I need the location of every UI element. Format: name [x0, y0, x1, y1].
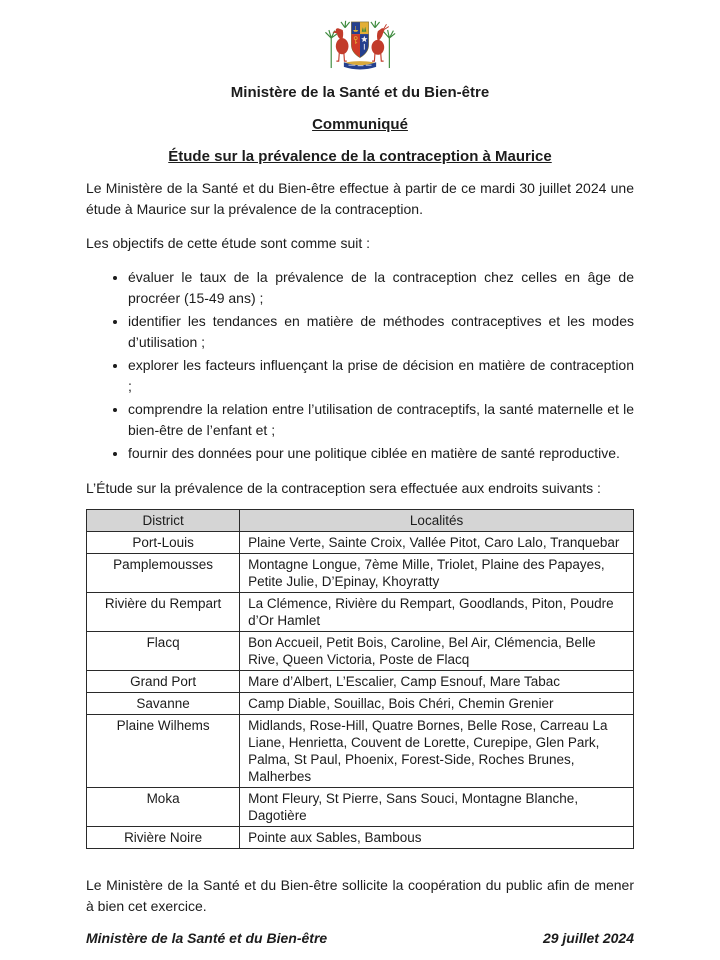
localites-cell: Montagne Longue, 7ème Mille, Triolet, Plaine des Papayes, Petite Julie, D’Epinay, Khoyratty [240, 554, 634, 593]
district-cell: Savanne [87, 693, 240, 715]
study-title: Étude sur la prévalence de la contraception à Maurice [168, 148, 552, 165]
objectives-lead: Les objectifs de cette étude sont comme suit : [86, 235, 371, 251]
table-header-localites: Localités [240, 510, 634, 532]
mauritius-coat-of-arms-icon [322, 16, 398, 74]
table-row [87, 788, 634, 827]
table-row [87, 693, 634, 715]
table-header-district: District [87, 510, 240, 532]
district-cell: Pamplemousses [87, 554, 240, 593]
closing-paragraph: Le Ministère de la Santé et du Bien-être sollicite la coopération du public afin de mener à bien cet exercice. [86, 877, 634, 914]
district-cell: Plaine Wilhems [87, 715, 240, 788]
objective-item: • évaluer le taux de la prévalence de la contraception chez celles en âge de procréer (15-49 ans) ; [128, 267, 634, 309]
signature-ministry: Ministère de la Santé et du Bien-être [86, 930, 328, 946]
table-header-row [87, 510, 634, 532]
district-cell: Rivière du Rempart [87, 593, 240, 632]
localites-cell: Camp Diable, Souillac, Bois Chéri, Chemin Grenier [240, 693, 634, 715]
table-row [87, 715, 634, 788]
ministry-title: Ministère de la Santé et du Bien-être [230, 84, 490, 101]
district-cell: Port-Louis [87, 532, 240, 554]
table-row [87, 632, 634, 671]
objective-item: • fournir des données pour une politique ciblée en matière de santé reproductive. [128, 443, 634, 464]
localites-cell: Plaine Verte, Sainte Croix, Vallée Pitot, Caro Lalo, Tranquebar [240, 532, 634, 554]
intro-paragraph: Le Ministère de la Santé et du Bien-être effectue à partir de ce mardi 30 juillet 2024 une étude à Maurice sur la prévalence de la contraception. [86, 180, 634, 217]
localites-cell: Mare d’Albert, L’Escalier, Camp Esnouf, Mare Tabac [240, 671, 634, 693]
signature-date: 29 juillet 2024 [542, 930, 634, 946]
table-row [87, 671, 634, 693]
localites-cell: La Clémence, Rivière du Rempart, Goodlands, Piton, Poudre d’Or Hamlet [240, 593, 634, 632]
table-row [87, 532, 634, 554]
emblem-container [86, 16, 634, 74]
signature-row [86, 930, 634, 946]
table-row [87, 593, 634, 632]
district-cell: Flacq [87, 632, 240, 671]
district-cell: Grand Port [87, 671, 240, 693]
localites-cell: Bon Accueil, Petit Bois, Caroline, Bel Air, Clémencia, Belle Rive, Queen Victoria, Poste de Flacq [240, 632, 634, 671]
district-cell: Rivière Noire [87, 827, 240, 849]
localites-cell: Pointe aux Sables, Bambous [240, 827, 634, 849]
objective-item: • explorer les facteurs influençant la prise de décision en matière de contraception ; [128, 355, 634, 397]
localities-table [86, 509, 634, 849]
objective-item: • comprendre la relation entre l’utilisation de contraceptifs, la santé maternelle et le bien-être de l’enfant et ; [128, 399, 634, 441]
district-cell: Moka [87, 788, 240, 827]
communique-heading: Communiqué [312, 116, 408, 133]
objectives-list [108, 267, 634, 464]
table-row [87, 827, 634, 849]
table-row [87, 554, 634, 593]
localites-cell: Midlands, Rose-Hill, Quatre Bornes, Belle Rose, Carreau La Liane, Henrietta, Couvent de Lorette, Curepipe, Glen Park, Palma, St Paul, Phoenix, Forest-Side, Roches Brunes, Malherbes [240, 715, 634, 788]
localites-cell: Mont Fleury, St Pierre, Sans Souci, Montagne Blanche, Dagotière [240, 788, 634, 827]
table-lead: L’Étude sur la prévalence de la contraception sera effectuée aux endroits suivants : [86, 480, 601, 496]
objective-item: • identifier les tendances en matière de méthodes contraceptives et les modes d’utilisation ; [128, 311, 634, 353]
